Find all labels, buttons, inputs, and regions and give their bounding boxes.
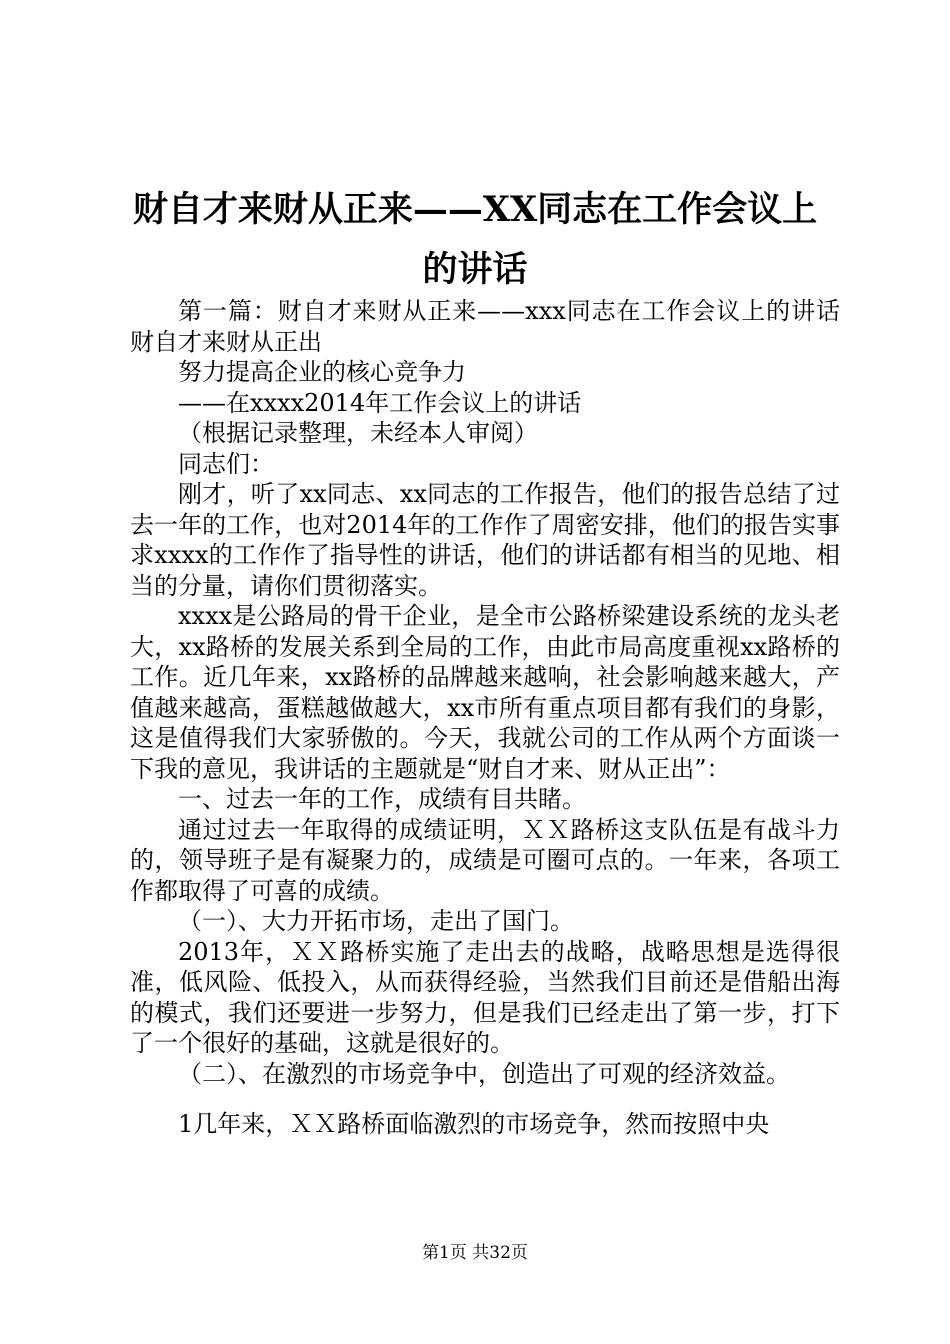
paragraph: 刚才，听了xx同志、xx同志的工作报告，他们的报告总结了过去一年的工作，也对2014年的工作作了周密安排，他们的报告实事求xxxx的工作作了指导性的讲话，他们的讲话都有相当的见地、相当的分量，请你们贯彻落实。 — [130, 480, 840, 600]
paragraph: （二）、在激烈的市场竞争中，创造出了可观的经济效益。 — [178, 1059, 790, 1088]
paragraph: 1几年来，ＸＸ路桥面临激烈的市场竞争，然而按照中央 — [178, 1110, 770, 1138]
paragraph: （一）、大力开拓市场，走出了国门。 — [178, 907, 574, 935]
paragraph: 努力提高企业的核心竞争力 — [178, 358, 466, 386]
document-title-line-1: 财自才来财从正来——XX同志在工作会议上 — [132, 189, 818, 230]
paragraph: xxxx是公路局的骨干企业，是全市公路桥梁建设系统的龙头老大，xx路桥的发展关系到全局的工作，由此市局高度重视xx路桥的工作。近几年来，xx路桥的品牌越来越响，社会影响越来越大，产值越来越高，蛋糕越做越大，xx市所有重点项目都有我们的身影，这是值得我们大家骄傲的。今天，我就公司的工作从两个方面谈一下我的意见，我讲话的主题就是“财自才来、财从正出”： — [130, 602, 840, 783]
paragraph: 2013年，ＸＸ路桥实施了走出去的战略，战略思想是选得很准，低风险、低投入，从而获得经验，当然我们目前还是借船出海的模式，我们还要进一步努力，但是我们已经走出了第一步，打下了一个很好的基础，这就是很好的。 — [130, 937, 840, 1057]
document-body — [130, 296, 840, 1140]
page-footer: 第1页 共32页 — [422, 1243, 528, 1263]
paragraph: 通过过去一年取得的成绩证明，ＸＸ路桥这支队伍是有战斗力的，领导班子是有凝聚力的，成绩是可圈可点的。一年来，各项工作都取得了可喜的成绩。 — [130, 815, 840, 905]
paragraph: 一、过去一年的工作，成绩有目共睹。 — [178, 785, 586, 813]
paragraph: （根据记录整理，未经本人审阅） — [178, 419, 538, 447]
paragraph: ——在xxxx2014年工作会议上的讲话 — [178, 388, 582, 417]
paragraph: 同志们： — [178, 449, 274, 478]
paragraph: 第一篇：财自才来财从正来——xxx同志在工作会议上的讲话财自才来财从正出 — [130, 297, 840, 356]
document-title-line-2: 的讲话 — [422, 249, 528, 290]
